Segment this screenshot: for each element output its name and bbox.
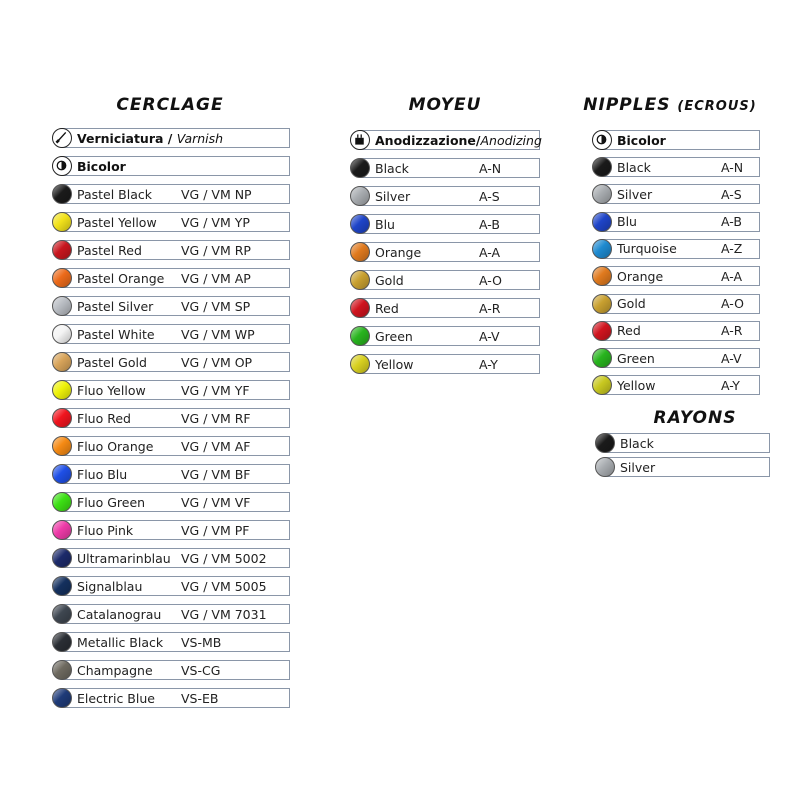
nipples-bicolor-header: [602, 130, 760, 150]
moyeu-color-row: [360, 354, 540, 374]
color-code: A-N: [479, 160, 502, 176]
color-code: VG / VM AP: [181, 270, 251, 286]
nipples-color-row: [602, 184, 760, 204]
cerclage-color-row: [62, 436, 290, 456]
nipples-color-row: [602, 348, 760, 368]
cerclage-varnish-header: [62, 128, 290, 148]
color-name: Fluo Yellow: [77, 382, 146, 398]
half-circle-icon: [592, 130, 612, 150]
color-swatch: [350, 242, 370, 262]
nipples-color-row: [602, 266, 760, 286]
cerclage-color-row: [62, 212, 290, 232]
color-code: A-V: [479, 328, 500, 344]
color-name: Black: [375, 160, 409, 176]
color-code: A-B: [479, 216, 500, 232]
color-swatch: [52, 520, 72, 540]
nipples-color-row: [602, 294, 760, 314]
color-code: A-A: [721, 268, 743, 284]
color-swatch: [592, 266, 612, 286]
cerclage-color-row: [62, 576, 290, 596]
moyeu-title: MOYEU: [408, 95, 482, 115]
cerclage-color-row: [62, 632, 290, 652]
color-swatch: [52, 268, 72, 288]
cerclage-color-row: [62, 660, 290, 680]
color-name: Yellow: [375, 356, 414, 372]
color-code: A-S: [721, 186, 742, 202]
color-name: Catalanograu: [77, 606, 162, 622]
color-swatch: [52, 408, 72, 428]
nipples-color-row: [602, 212, 760, 232]
color-swatch: [52, 688, 72, 708]
color-swatch: [592, 321, 612, 341]
nipples-title-main: NIPPLES: [583, 95, 671, 115]
color-name: Silver: [617, 186, 653, 202]
color-code: VG / VM 5002: [181, 550, 267, 566]
color-name: Pastel Gold: [77, 354, 147, 370]
color-code: VG / VM OP: [181, 354, 253, 370]
moyeu-color-row: [360, 298, 540, 318]
cerclage-bicolor-label: Bicolor: [77, 158, 126, 174]
color-swatch: [52, 632, 72, 652]
color-name: Orange: [375, 244, 422, 260]
color-swatch: [52, 492, 72, 512]
color-name: Red: [617, 323, 641, 339]
anodizing-tank-icon: [350, 130, 370, 150]
brush-icon: [52, 128, 72, 148]
color-swatch: [52, 576, 72, 596]
cerclage-color-row: [62, 520, 290, 540]
rayons-color-row: [605, 457, 770, 477]
rayons-title: RAYONS: [653, 408, 737, 428]
color-name: Fluo Orange: [77, 438, 154, 454]
color-swatch: [52, 212, 72, 232]
color-code: VS-EB: [181, 690, 219, 706]
color-code: A-R: [479, 300, 501, 316]
color-name: Green: [375, 328, 413, 344]
color-swatch: [52, 184, 72, 204]
color-name: Fluo Pink: [77, 522, 134, 538]
color-swatch: [350, 158, 370, 178]
cerclage-color-row: [62, 352, 290, 372]
color-code: VG / VM VF: [181, 494, 251, 510]
color-swatch: [595, 457, 615, 477]
color-swatch: [350, 214, 370, 234]
color-code: A-Y: [721, 377, 740, 393]
nipples-color-row: [602, 321, 760, 341]
color-name: Fluo Green: [77, 494, 146, 510]
color-swatch: [592, 375, 612, 395]
cerclage-color-row: [62, 492, 290, 512]
color-name: Pastel Silver: [77, 298, 154, 314]
moyeu-color-row: [360, 326, 540, 346]
color-name: Silver: [620, 459, 656, 475]
moyeu-anodizing-header: [360, 130, 540, 150]
color-name: Green: [617, 350, 655, 366]
color-name: Gold: [375, 272, 404, 288]
moyeu-anodizing-label-italic: Anodizing: [480, 132, 542, 148]
color-name: Pastel Red: [77, 242, 142, 258]
color-swatch: [52, 240, 72, 260]
color-name: Pastel White: [77, 326, 155, 342]
moyeu-color-row: [360, 270, 540, 290]
cerclage-bicolor-header: [62, 156, 290, 176]
moyeu-color-row: [360, 242, 540, 262]
nipples-color-row: [602, 157, 760, 177]
color-name: Blu: [375, 216, 395, 232]
color-code: A-B: [721, 214, 742, 230]
color-code: VS-MB: [181, 634, 222, 650]
color-name: Black: [617, 159, 651, 175]
cerclage-color-row: [62, 408, 290, 428]
rayons-color-row: [605, 433, 770, 453]
cerclage-varnish-label: Verniciatura /: [77, 130, 177, 146]
color-name: Ultramarinblau: [77, 550, 171, 566]
color-code: VG / VM AF: [181, 438, 251, 454]
cerclage-color-row: [62, 380, 290, 400]
color-name: Metallic Black: [77, 634, 164, 650]
color-code: VG / VM YP: [181, 214, 250, 230]
nipples-bicolor-label: Bicolor: [617, 132, 666, 148]
color-code: A-S: [479, 188, 500, 204]
color-swatch: [350, 326, 370, 346]
nipples-title-suffix: (ECROUS): [677, 99, 757, 114]
cerclage-color-row: [62, 548, 290, 568]
color-name: Pastel Yellow: [77, 214, 157, 230]
color-name: Gold: [617, 296, 646, 311]
cerclage-color-row: [62, 464, 290, 484]
cerclage-color-row: [62, 240, 290, 260]
color-code: A-Z: [721, 241, 743, 257]
color-swatch: [52, 464, 72, 484]
color-swatch: [592, 212, 612, 232]
color-name: Champagne: [77, 662, 153, 678]
color-swatch: [595, 433, 615, 453]
color-swatch: [52, 660, 72, 680]
color-name: Red: [375, 300, 399, 316]
color-code: VG / VM WP: [181, 326, 255, 342]
cerclage-color-row: [62, 604, 290, 624]
half-circle-icon: [52, 156, 72, 176]
color-swatch: [52, 436, 72, 456]
cerclage-color-row: [62, 688, 290, 708]
nipples-color-row: [602, 239, 760, 259]
moyeu-color-row: [360, 158, 540, 178]
color-name: Black: [620, 435, 654, 451]
nipples-color-row: [602, 375, 760, 395]
color-code: A-A: [479, 244, 501, 260]
color-name: Silver: [375, 188, 411, 204]
color-swatch: [592, 294, 612, 314]
color-code: A-O: [479, 272, 502, 288]
color-code: VG / VM RP: [181, 242, 251, 258]
color-code: VG / VM BF: [181, 466, 251, 482]
color-code: A-Y: [479, 356, 498, 372]
color-swatch: [52, 380, 72, 400]
color-swatch: [52, 604, 72, 624]
color-name: Electric Blue: [77, 690, 155, 706]
color-code: VG / VM 7031: [181, 606, 267, 622]
color-code: VS-CG: [181, 662, 221, 678]
cerclage-color-row: [62, 324, 290, 344]
color-code: VG / VM NP: [181, 186, 252, 202]
color-swatch: [350, 270, 370, 290]
color-name: Orange: [617, 268, 664, 284]
color-swatch: [592, 239, 612, 259]
color-swatch: [52, 548, 72, 568]
color-name: Pastel Orange: [77, 270, 165, 286]
color-swatch: [592, 348, 612, 368]
color-swatch: [592, 184, 612, 204]
color-code: A-R: [721, 323, 743, 339]
moyeu-color-row: [360, 214, 540, 234]
cerclage-varnish-label-italic: Varnish: [176, 130, 224, 146]
color-swatch: [350, 298, 370, 318]
color-code: VG / VM PF: [181, 522, 250, 538]
color-swatch: [52, 296, 72, 316]
color-code: VG / VM 5005: [181, 578, 267, 594]
moyeu-color-row: [360, 186, 540, 206]
color-swatch: [350, 354, 370, 374]
color-swatch: [350, 186, 370, 206]
cerclage-color-row: [62, 296, 290, 316]
color-name: Pastel Black: [77, 186, 153, 202]
color-code: A-V: [721, 350, 742, 366]
color-code: VG / VM RF: [181, 410, 251, 426]
moyeu-anodizing-label: Anodizzazione/: [375, 132, 481, 148]
color-code: VG / VM SP: [181, 298, 251, 314]
color-swatch: [592, 157, 612, 177]
color-code: VG / VM YF: [181, 382, 250, 398]
color-name: Fluo Red: [77, 410, 131, 426]
color-name: Signalblau: [77, 578, 143, 594]
color-name: Yellow: [617, 377, 656, 393]
color-name: Turquoise: [617, 241, 677, 257]
color-code: A-N: [721, 159, 744, 175]
color-code: A-O: [721, 296, 744, 311]
nipples-title: [565, 95, 775, 115]
color-swatch: [52, 352, 72, 372]
color-name: Blu: [617, 214, 637, 230]
color-name: Fluo Blu: [77, 466, 128, 482]
cerclage-color-row: [62, 268, 290, 288]
cerclage-color-row: [62, 184, 290, 204]
color-swatch: [52, 324, 72, 344]
cerclage-title: CERCLAGE: [116, 95, 224, 115]
